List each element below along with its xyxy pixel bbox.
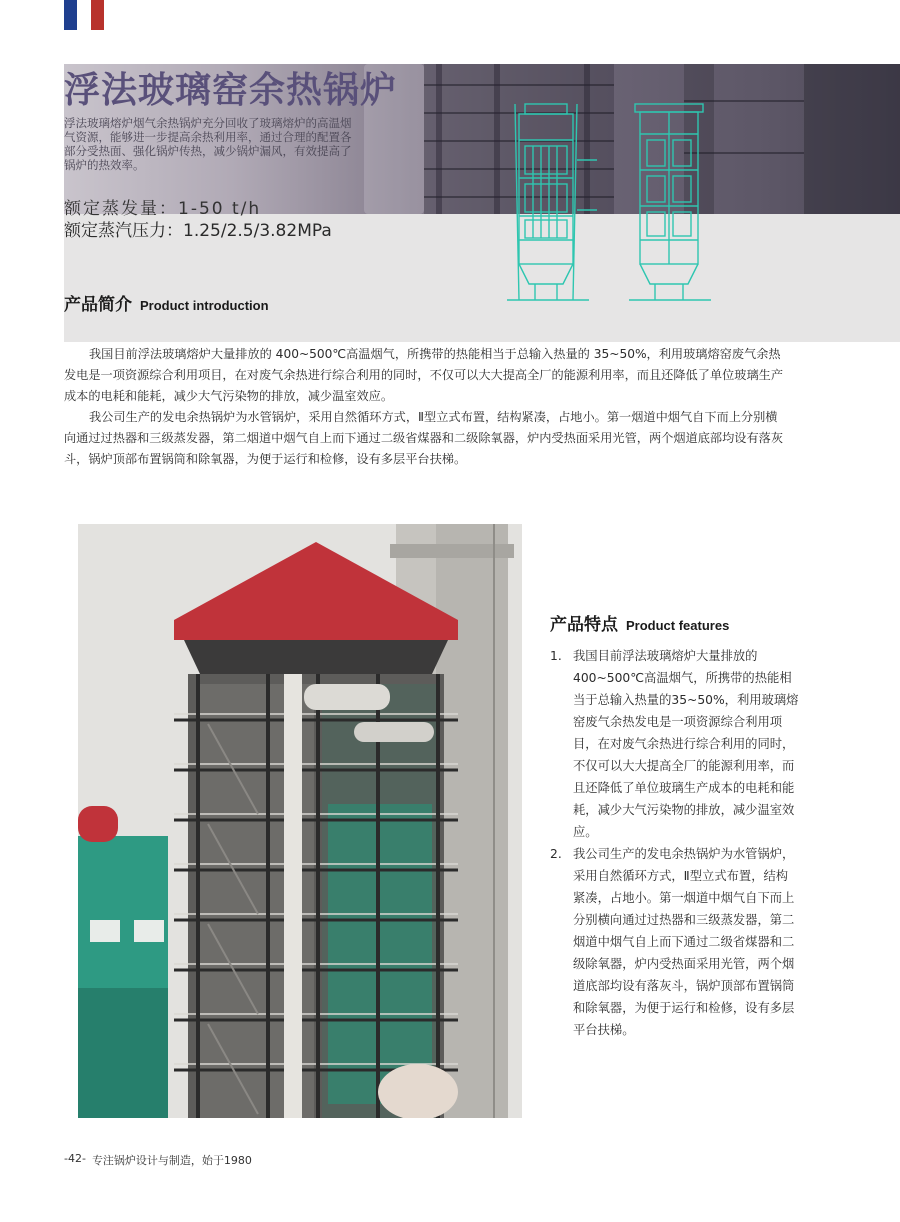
page-title: 浮法玻璃窑余热锅炉 [64,70,398,111]
flag-decoration [64,0,104,30]
features-list [550,645,800,1041]
introduction-heading-zh: 产品简介 [64,295,132,315]
feature-number: 1. [550,649,562,663]
flag-stripe-red [91,0,104,30]
boiler-schematic-diagram [505,100,720,310]
spec-rated-evaporation: 额定蒸发量：1-50 t/h [64,199,262,219]
introduction-paragraph-1: 我国目前浮法玻璃熔炉大量排放的 400~500℃高温烟气，所携带的热能相当于总输入热量的 35~50%，利用玻璃熔窑废气余热发电是一项资源综合利用项目，在对废气余热进行综合利用的同时，不仅可以大大提高全厂的能源利用率，而且还降低了单位玻璃生产成本的电耗和能耗，减少大气污染物的排放，减少温室效应。 [64,347,784,403]
flag-stripe-white [77,0,91,30]
footer-tagline: 专注锅炉设计与制造，始于1980 [91,1154,252,1167]
flag-stripe-blue [64,0,77,30]
spec-rated-steam-pressure: 额定蒸汽压力：1.25/2.5/3.82MPa [64,221,332,241]
features-heading-zh: 产品特点 [550,615,618,635]
feature-text: 我国目前浮法玻璃熔炉大量排放的400~500℃高温烟气，所携带的热能相当于总输入热量的35~50%，利用玻璃熔窑废气余热发电是一项资源综合利用项目，在对废气余热进行综合利用的同时，不仅可以大大提高全厂的能源利用率，而且还降低了单位玻璃生产成本的电耗和能耗，减少大气污染物的排放，减少温室效应。 [573,649,799,839]
section-heading-introduction [64,290,269,315]
section-heading-features [550,610,729,635]
feature-text: 我公司生产的发电余热锅炉为水管锅炉，采用自然循环方式，Ⅱ型立式布置，结构紧凑，占地小。第一烟道中烟气自下而上分别横向通过过热器和三级蒸发器，第二烟道中烟气自上而下通过二级省煤器和二级除氧器，炉内受热面采用光管，两个烟道底部均设有落灰斗，锅炉顶部布置锅筒和除氧器，为便于运行和检修，设有多层平台扶梯。 [573,847,795,1037]
feature-item [550,645,800,843]
boiler-photo [78,524,522,1118]
page-number: -42- [64,1152,86,1165]
page-footer [64,1152,252,1168]
introduction-paragraph-2: 我公司生产的发电余热锅炉为水管锅炉，采用自然循环方式，Ⅱ型立式布置，结构紧凑，占地小。第一烟道中烟气自下而上分别横向通过过热器和三级蒸发器，第二烟道中烟气自上而下通过二级省煤器和二级除氧器，炉内受热面采用光管，两个烟道底部均设有落灰斗，锅炉顶部布置锅筒和除氧器，为便于运行和检修，设有多层平台扶梯。 [64,410,784,466]
introduction-heading-en: Product introduction [140,298,269,313]
header-intro-text: 浮法玻璃熔炉烟气余热锅炉充分回收了玻璃熔炉的高温烟气资源，能够进一步提高余热利用率，通过合理的配置各部分受热面、强化锅炉传热，减少锅炉漏风，有效提高了锅炉的热效率。 [64,116,352,172]
feature-number: 2. [550,847,562,861]
feature-item [550,843,800,1041]
features-heading-en: Product features [626,618,730,633]
